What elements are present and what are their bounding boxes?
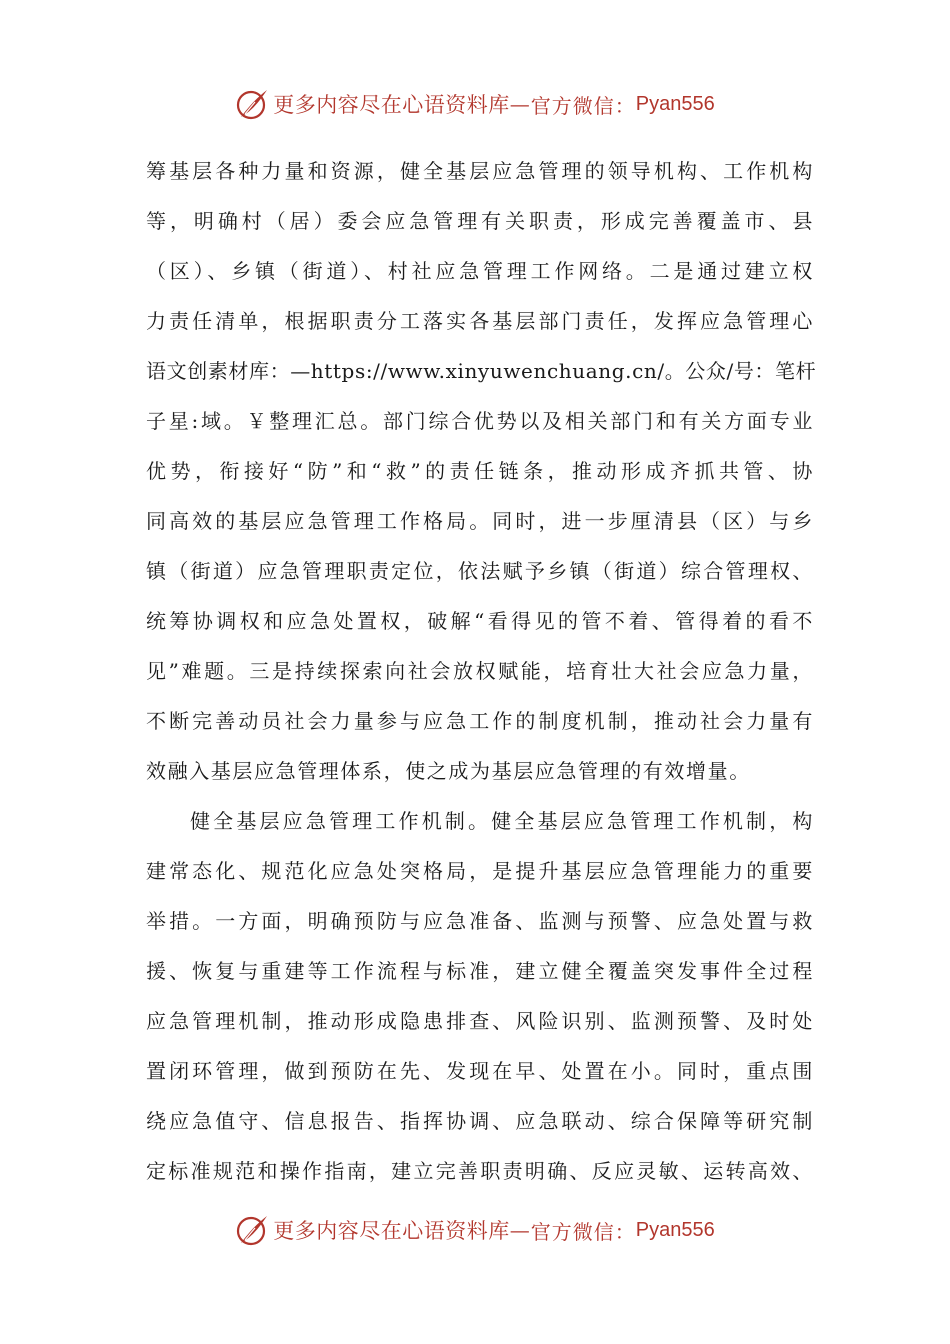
text-line: 置闭环管理，做到预防在先、发现在早、处置在小。同时，重点围 xyxy=(146,1059,814,1083)
text-line-watermark-url: 语文创素材库：—https://www.xinyuwenchuang.cn/。公众/号：笔杆 xyxy=(146,359,817,383)
footer-banner xyxy=(0,1210,950,1250)
banner-dash: — xyxy=(509,92,531,116)
banner-wechat-handle: Pyan556 xyxy=(635,92,715,115)
text-line: 见”难题。三是持续探索向社会放权赋能，培育壮大社会应急力量， xyxy=(146,659,814,683)
text-line: 定标准规范和操作指南，建立完善职责明确、反应灵敏、运转高效、 xyxy=(146,1159,814,1183)
text-line: 筹基层各种力量和资源，健全基层应急管理的领导机构、工作机构 xyxy=(146,159,814,183)
banner-official-label: 官方微信： xyxy=(530,1219,636,1244)
text-line: 绕应急值守、信息报告、指挥协调、应急联动、综合保障等研究制 xyxy=(146,1109,814,1133)
text-line: 子星:域。￥整理汇总。部门综合优势以及相关部门和有关方面专业 xyxy=(146,409,814,433)
text-line: 不断完善动员社会力量参与应急工作的制度机制，推动社会力量有 xyxy=(146,709,814,733)
text-line: 统筹协调权和应急处置权，破解“看得见的管不着、管得着的看不 xyxy=(146,609,814,633)
quill-logo-icon xyxy=(235,87,269,121)
banner-brand: 更多内容尽在心语资料库 xyxy=(273,93,510,117)
text-line: （区）、乡镇（街道）、村社应急管理工作网络。二是通过建立权 xyxy=(146,259,814,283)
text-line: 建常态化、规范化应急处突格局，是提升基层应急管理能力的重要 xyxy=(146,859,814,883)
banner-brand: 更多内容尽在心语资料库 xyxy=(273,1219,510,1243)
text-line: 等，明确村（居）委会应急管理有关职责，形成完善覆盖市、县 xyxy=(146,209,814,233)
banner-wechat-handle: Pyan556 xyxy=(635,1218,715,1241)
paragraph-start-line: 健全基层应急管理工作机制。健全基层应急管理工作机制，构 xyxy=(190,809,814,833)
text-line: 援、恢复与重建等工作流程与标准，建立健全覆盖突发事件全过程 xyxy=(146,959,814,983)
text-line: 优势，衔接好“防”和“救”的责任链条，推动形成齐抓共管、协 xyxy=(146,459,814,483)
text-line: 举措。一方面，明确预防与应急准备、监测与预警、应急处置与救 xyxy=(146,909,814,933)
text-line: 应急管理机制，推动形成隐患排查、风险识别、监测预警、及时处 xyxy=(146,1009,814,1033)
banner-dash: — xyxy=(509,1218,531,1242)
document-body xyxy=(146,146,817,1196)
header-banner xyxy=(0,84,950,124)
text-line: 镇（街道）应急管理职责定位，依法赋予乡镇（街道）综合管理权、 xyxy=(146,559,814,583)
text-line: 力责任清单，根据职责分工落实各基层部门责任，发挥应急管理心 xyxy=(146,309,814,333)
text-line: 效融入基层应急管理体系，使之成为基层应急管理的有效增量。 xyxy=(146,759,751,783)
banner-official-label: 官方微信： xyxy=(530,93,636,118)
quill-logo-icon xyxy=(235,1213,269,1247)
text-line: 同高效的基层应急管理工作格局。同时，进一步厘清县（区）与乡 xyxy=(146,509,814,533)
